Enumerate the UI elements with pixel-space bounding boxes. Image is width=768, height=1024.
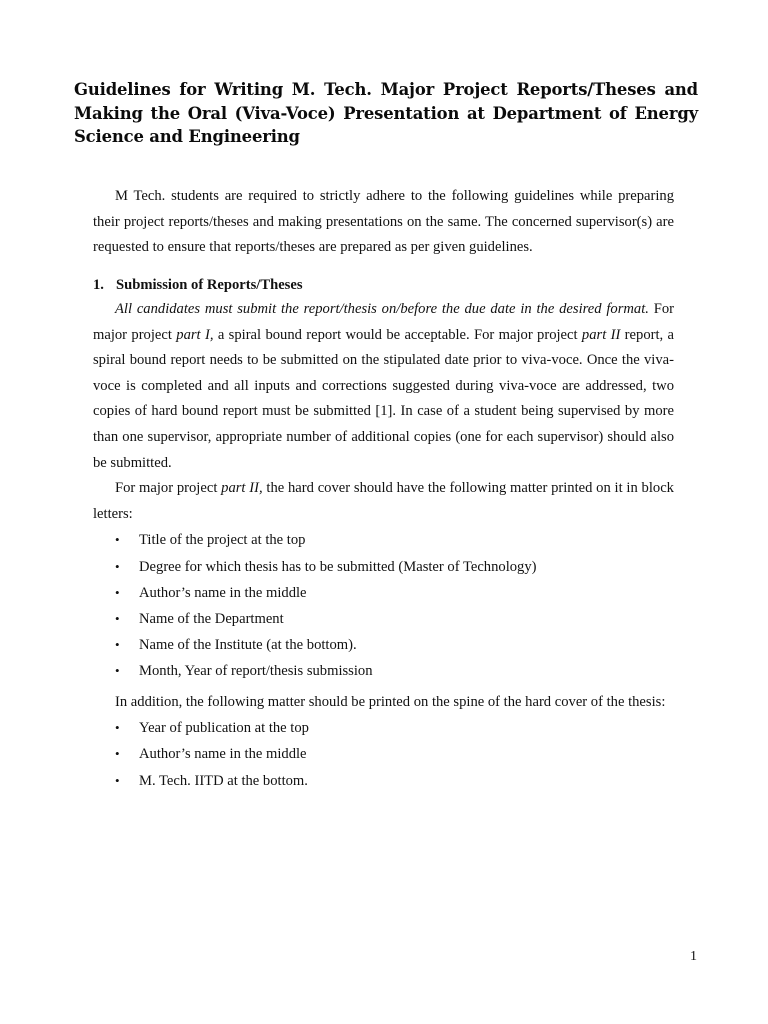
hard-cover-emphasis: part II, xyxy=(221,480,263,497)
list-item xyxy=(93,527,674,553)
list-item xyxy=(93,554,674,580)
submission-part2-emphasis: part II xyxy=(581,326,621,343)
list-item-text: Title of the project at the top xyxy=(139,532,306,549)
list-item-text: Author’s name in the middle xyxy=(139,584,307,601)
bullet-icon: • xyxy=(115,663,120,679)
bullet-icon: • xyxy=(115,532,120,548)
bullet-icon: • xyxy=(115,610,120,626)
list-item-text: Author’s name in the middle xyxy=(139,746,307,763)
hard-cover-paragraph xyxy=(93,476,674,527)
submission-italic-lead: All candidates must submit the report/thesis on/before the due date in the desired format. xyxy=(115,301,649,317)
submission-text-3: report, a spiral bound report needs to be submitted on the stipulated date prior to viva-voce. Once the viva-voce is completed and all inputs and corrections suggested during viva-voce are addressed, two copies of hard bound report must be submitted [1]. In case of a student being supervised by more than one supervisor, appropriate number of additional copies (one for each supervisor) should also be submitted. xyxy=(93,326,675,471)
section-number: 1. xyxy=(93,277,104,293)
section-title: Submission of Reports/Theses xyxy=(116,277,303,293)
document-title: Guidelines for Writing M. Tech. Major Project Reports/Theses and Making the Oral (Viva-Voce) Presentation at Department of Energy Science and Engineering xyxy=(74,80,698,146)
list-item-text: Name of the Department xyxy=(139,610,284,627)
list-item xyxy=(93,658,674,684)
bullet-icon: • xyxy=(115,746,120,762)
list-item xyxy=(93,606,674,632)
list-item-text: Year of publication at the top xyxy=(139,720,309,737)
spine-items-list xyxy=(93,715,674,794)
bullet-icon: • xyxy=(115,772,120,788)
bullet-icon: • xyxy=(115,584,120,600)
list-item xyxy=(93,632,674,658)
list-item-text: Name of the Institute (at the bottom). xyxy=(139,637,357,654)
cover-items-list xyxy=(93,527,674,684)
intro-paragraph: M Tech. students are required to strictly adhere to the following guidelines while preparing their project reports/theses and making presentations on the same. The concerned supervisor(s) are requested to ensure that reports/theses are prepared as per given guidelines. xyxy=(93,188,674,255)
list-item xyxy=(93,768,674,794)
list-item-text: Month, Year of report/thesis submission xyxy=(139,663,373,680)
list-item-text: M. Tech. IITD at the bottom. xyxy=(139,772,308,789)
submission-part1-emphasis: part I, xyxy=(176,326,214,343)
list-item-text: Degree for which thesis has to be submitted (Master of Technology) xyxy=(139,558,537,575)
bullet-icon: • xyxy=(115,558,120,574)
page-number: 1 xyxy=(690,949,697,964)
spine-paragraph: In addition, the following matter should be printed on the spine of the hard cover of the thesis: xyxy=(115,693,666,710)
list-item xyxy=(93,741,674,767)
bullet-icon: • xyxy=(115,720,120,736)
bullet-icon: • xyxy=(115,637,120,653)
list-item xyxy=(93,580,674,606)
section-body xyxy=(93,297,674,799)
submission-text-1: For major project xyxy=(93,301,675,343)
submission-text-2: a spiral bound report would be acceptable. For major project xyxy=(213,326,582,343)
list-item xyxy=(93,715,674,741)
hard-cover-text-2: the hard cover should have the following matter printed on it in block letters: xyxy=(93,480,674,522)
section-heading xyxy=(93,273,303,297)
submission-paragraph xyxy=(93,297,674,476)
hard-cover-text-1: For major project xyxy=(115,480,222,497)
